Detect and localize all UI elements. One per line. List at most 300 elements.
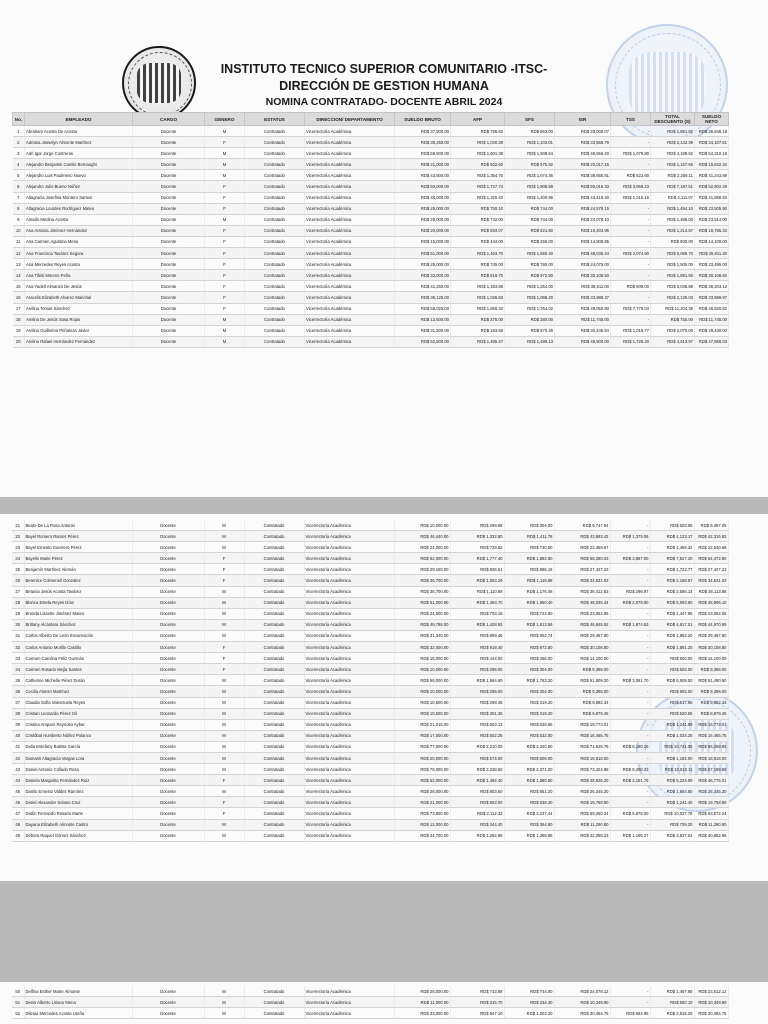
- genero-cell: F: [205, 281, 245, 292]
- employee-name: Alejandro Julio Bueno Núñez: [25, 181, 133, 192]
- sfs-cell: RD$ 1,764.02: [505, 303, 555, 314]
- afp-cell: RD$ 918.70: [451, 270, 505, 281]
- genero-cell: F: [205, 137, 245, 148]
- table-row: [13, 336, 729, 347]
- table-row: [12, 686, 728, 697]
- sueldo-bruto-cell: RD$ 25,000.00: [395, 259, 451, 270]
- total-descuento-cell: RD$ 2,142.39: [651, 137, 695, 148]
- department-cell: Vicerrectoría Académica: [304, 1008, 394, 1019]
- sueldo-neto-cell: RD$ 63,572.24: [694, 808, 728, 819]
- table-row: [12, 986, 728, 997]
- isr-cell: RD$ 58,280.03: [554, 553, 610, 564]
- estatus-cell: Contratado: [244, 653, 304, 664]
- total-descuento-cell: RD$ 1,852.20: [650, 630, 694, 641]
- table-row: [13, 270, 729, 281]
- total-descuento-cell: RD$ 1,654.80: [650, 786, 694, 797]
- total-descuento-cell: RD$ 755.00: [651, 314, 695, 325]
- column-header: No.: [13, 113, 25, 126]
- sueldo-neto-cell: RD$ 9,882.34: [694, 697, 728, 708]
- row-number: 42: [12, 752, 24, 763]
- isr-cell: RD$ 19,758.60: [554, 797, 610, 808]
- afp-cell: RD$ 788.82: [451, 126, 505, 137]
- sueldo-neto-cell: RD$ 67,189.89: [694, 764, 728, 775]
- sueldo-neto-cell: RD$ 9,397.05: [694, 520, 728, 531]
- table-row: [12, 531, 728, 542]
- employee-name: Ana Carmen Agustina Mesa: [25, 236, 133, 247]
- employee-name: Denis Alberto Liriano Mena: [24, 997, 132, 1008]
- genero-cell: F: [205, 303, 245, 314]
- sueldo-neto-cell: RD$ 18,818.00: [694, 752, 728, 763]
- tss-cell: -: [610, 786, 650, 797]
- sueldo-bruto-cell: RD$ 33,000.00: [394, 1008, 450, 1019]
- sfs-cell: RD$ 744.80: [504, 608, 554, 619]
- column-header: SUELDO NETO: [695, 113, 729, 126]
- employee-name: Ana Antonia Jiménez Hernández: [25, 225, 133, 236]
- isr-cell: RD$ 73,424.98: [554, 764, 610, 775]
- department-cell: Vicerrectoría Académica: [304, 741, 394, 752]
- cargo-cell: Docente: [133, 303, 205, 314]
- department-cell: Vicerrectoría Académica: [304, 708, 394, 719]
- table-row: [13, 214, 729, 225]
- sfs-cell: RD$ 319.20: [504, 708, 554, 719]
- total-descuento-cell: RD$ 602.00: [650, 664, 694, 675]
- sueldo-bruto-cell: RD$ 44,700.00: [394, 830, 450, 841]
- table-row: [13, 192, 729, 203]
- sfs-cell: RD$ 1,115.68: [504, 575, 554, 586]
- sfs-cell: RD$ 744.00: [504, 986, 554, 997]
- sueldo-bruto-cell: RD$ 21,000.00: [395, 159, 451, 170]
- sueldo-neto-cell: RD$ 41,888.93: [695, 192, 729, 203]
- isr-cell: RD$ 36,412.83: [554, 586, 610, 597]
- department-cell: Vicerrectoría Académica: [304, 686, 394, 697]
- sueldo-neto-cell: RD$ 19,842.34: [695, 159, 729, 170]
- cargo-cell: Docente: [132, 575, 204, 586]
- genero-cell: F: [205, 203, 245, 214]
- sfs-cell: RD$ 608.00: [504, 752, 554, 763]
- employee-name: Delfina Esther Marte Almonte: [24, 986, 132, 997]
- department-cell: Vicerrectoría Académica: [305, 336, 395, 347]
- sueldo-neto-cell: RD$ 54,310.18: [695, 148, 729, 159]
- afp-cell: RD$ 1,110.69: [450, 586, 504, 597]
- department-cell: Vicerrectoría Académica: [305, 192, 395, 203]
- cargo-cell: Docente: [132, 531, 204, 542]
- isr-cell: RD$ 71,628.75: [554, 741, 610, 752]
- sueldo-neto-cell: RD$ 9,398.00: [694, 664, 728, 675]
- isr-cell: RD$ 30,484.75: [554, 1008, 610, 1019]
- estatus-cell: Contratado: [244, 730, 304, 741]
- sfs-cell: RD$ 1,003.20: [504, 1008, 554, 1019]
- sueldo-neto-cell: RD$ 27,427.23: [694, 564, 728, 575]
- afp-cell: RD$ 728.82: [450, 542, 504, 553]
- sfs-cell: RD$ 1,102.01: [505, 137, 555, 148]
- table-row: [12, 619, 728, 630]
- row-number: 31: [12, 630, 24, 641]
- row-number: 52: [12, 1008, 24, 1019]
- row-number: 34: [12, 664, 24, 675]
- tss-cell: RD$ 7,775.04: [611, 303, 651, 314]
- genero-cell: M: [204, 597, 244, 608]
- afp-cell: RD$ 703.15: [450, 608, 504, 619]
- isr-cell: RD$ 30,108.50: [555, 270, 611, 281]
- table-row: [12, 520, 728, 531]
- isr-cell: RD$ 11,745.00: [555, 314, 611, 325]
- department-cell: Vicerrectoría Académica: [305, 148, 395, 159]
- total-descuento-cell: RD$ 1,487.88: [650, 986, 694, 997]
- row-number: 37: [12, 697, 24, 708]
- table-row: [12, 830, 728, 841]
- isr-cell: RD$ 20,017.15: [555, 159, 611, 170]
- column-header: TSS: [611, 113, 651, 126]
- sueldo-bruto-cell: RD$ 15,000.00: [395, 236, 451, 247]
- sfs-cell: RD$ 1,098.20: [505, 292, 555, 303]
- employee-name: Betania Jesús Acosta Tavárez: [24, 586, 132, 597]
- sfs-cell: RD$ 1,486.13: [505, 336, 555, 347]
- afp-cell: RD$ 1,463.70: [450, 597, 504, 608]
- sueldo-neto-cell: RD$ 47,880.03: [695, 336, 729, 347]
- sueldo-bruto-cell: RD$ 36,250.00: [395, 137, 451, 148]
- sfs-cell: RD$ 334.40: [504, 997, 554, 1008]
- estatus-cell: Contratado: [245, 314, 305, 325]
- table-row: [13, 170, 729, 181]
- isr-cell: RD$ 9,882.34: [554, 697, 610, 708]
- row-number: 23: [12, 542, 24, 553]
- tss-cell: -: [610, 819, 650, 830]
- sueldo-neto-cell: RD$ 45,911.30: [695, 248, 729, 259]
- sueldo-bruto-cell: RD$ 15,000.00: [394, 653, 450, 664]
- table-row: [13, 303, 729, 314]
- department-cell: Vicerrectoría Académica: [305, 248, 395, 259]
- afp-cell: RD$ 1,492.40: [450, 775, 504, 786]
- isr-cell: RD$ 9,879.45: [554, 708, 610, 719]
- sueldo-bruto-cell: RD$ 78,000.00: [394, 764, 450, 775]
- estatus-cell: Contratado: [245, 214, 305, 225]
- estatus-cell: Contratado: [245, 325, 305, 336]
- table-row: [12, 697, 728, 708]
- isr-cell: RD$ 24,578.15: [555, 203, 611, 214]
- row-number: 51: [12, 997, 24, 1008]
- cargo-cell: Docente: [132, 697, 204, 708]
- estatus-cell: Contratado: [244, 752, 304, 763]
- afp-cell: RD$ 603.13: [450, 719, 504, 730]
- sfs-cell: RD$ 1,882.80: [504, 553, 554, 564]
- tss-cell: -: [610, 642, 650, 653]
- sueldo-neto-cell: RD$ 26,345.20: [694, 786, 728, 797]
- row-number: 9: [13, 214, 25, 225]
- sfs-cell: RD$ 863.00: [505, 126, 555, 137]
- genero-cell: M: [204, 819, 244, 830]
- column-header: GENERO: [205, 113, 245, 126]
- employee-name: Altagracia Josefina Montero Santos: [25, 192, 133, 203]
- cargo-cell: Docente: [132, 675, 204, 686]
- sfs-cell: RD$ 1,550.40: [505, 248, 555, 259]
- department-cell: Vicerrectoría Académica: [304, 520, 394, 531]
- table-row: [13, 259, 729, 270]
- sueldo-neto-cell: RD$ 46,820.62: [695, 303, 729, 314]
- employee-name: Cecilia Alonso Martínez: [24, 686, 132, 697]
- sfs-cell: RD$ 851.20: [504, 786, 554, 797]
- afp-cell: RD$ 1,664.60: [450, 675, 504, 686]
- sueldo-neto-cell: RD$ 18,785.33: [695, 225, 729, 236]
- afp-cell: RD$ 301.35: [450, 708, 504, 719]
- sueldo-neto-cell: RD$ 40,862.96: [694, 830, 728, 841]
- row-number: 41: [12, 741, 24, 752]
- department-cell: Vicerrectoría Académica: [304, 730, 394, 741]
- sfs-cell: RD$ 532.00: [504, 730, 554, 741]
- row-number: 38: [12, 708, 24, 719]
- total-descuento-cell: RD$ 2,515.25: [650, 1008, 694, 1019]
- employee-name: Arelino Guillermo Peñaloza Javier: [25, 325, 133, 336]
- department-cell: Vicerrectoría Académica: [305, 126, 395, 137]
- genero-cell: M: [204, 830, 244, 841]
- estatus-cell: Contratado: [245, 336, 305, 347]
- sfs-cell: RD$ 364.80: [504, 819, 554, 830]
- tss-cell: -: [611, 159, 651, 170]
- genero-cell: M: [204, 1008, 244, 1019]
- row-number: 4: [13, 159, 25, 170]
- cargo-cell: Docente: [132, 741, 204, 752]
- employee-name: Adriana Josselyn Almonte Martínez: [25, 137, 133, 148]
- genero-cell: F: [205, 192, 245, 203]
- isr-cell: RD$ 24,078.10: [555, 214, 611, 225]
- afp-cell: RD$ 298.00: [450, 686, 504, 697]
- sfs-cell: RD$ 1,411.78: [504, 531, 554, 542]
- employee-name: Arelina Tomas Sánchez: [25, 303, 133, 314]
- row-number: 8: [13, 203, 25, 214]
- isr-cell: RD$ 27,427.23: [554, 564, 610, 575]
- isr-cell: RD$ 14,808.95: [555, 236, 611, 247]
- total-descuento-cell: RD$ 900.00: [651, 236, 695, 247]
- table-row: [12, 786, 728, 797]
- sfs-cell: RD$ 1,513.56: [504, 619, 554, 630]
- sfs-cell: RD$ 730.50: [504, 542, 554, 553]
- genero-cell: M: [205, 214, 245, 225]
- tss-cell: RD$ 1,079.80: [611, 148, 651, 159]
- genero-cell: M: [205, 148, 245, 159]
- employee-name: Benjamín Martínez Alemán: [24, 564, 132, 575]
- estatus-cell: Contratado: [244, 764, 304, 775]
- table-body: [13, 126, 729, 348]
- estatus-cell: Contratado: [245, 181, 305, 192]
- sfs-cell: RD$ 1,550.40: [504, 597, 554, 608]
- department-cell: Vicerrectoría Académica: [305, 181, 395, 192]
- row-number: 22: [12, 531, 24, 542]
- sueldo-bruto-cell: RD$ 38,700.00: [394, 586, 450, 597]
- sfs-cell: RD$ 744.00: [505, 214, 555, 225]
- isr-cell: RD$ 29,000.07: [555, 126, 611, 137]
- table-row: [12, 564, 728, 575]
- tss-cell: RD$ 564.95: [610, 1008, 650, 1019]
- afp-cell: RD$ 603.00: [450, 797, 504, 808]
- sueldo-neto-cell: RD$ 14,100.00: [695, 236, 729, 247]
- sueldo-bruto-cell: RD$ 28,000.00: [394, 786, 450, 797]
- payroll-page-1: [0, 0, 768, 497]
- payroll-table-1: [12, 112, 729, 348]
- sueldo-bruto-cell: RD$ 32,000.00: [394, 642, 450, 653]
- genero-cell: F: [205, 292, 245, 303]
- sueldo-neto-cell: RD$ 11,745.00: [695, 314, 729, 325]
- afp-cell: RD$ 593.07: [451, 225, 505, 236]
- tss-cell: -: [611, 214, 651, 225]
- total-descuento-cell: RD$ 1,722.77: [650, 564, 694, 575]
- afp-cell: RD$ 1,354.75: [451, 170, 505, 181]
- tss-cell: RD$ 609.00: [611, 281, 651, 292]
- genero-cell: F: [204, 575, 244, 586]
- department-cell: Vicerrectoría Académica: [304, 619, 394, 630]
- sfs-cell: RD$ 1,074.36: [505, 170, 555, 181]
- afp-cell: RD$ 375.00: [451, 314, 505, 325]
- employee-name: Amado Medina Acosta: [25, 214, 133, 225]
- tss-cell: -: [611, 137, 651, 148]
- table-row: [13, 159, 729, 170]
- row-number: 24: [12, 553, 24, 564]
- payroll-table-3: [12, 986, 729, 1019]
- afp-cell: RD$ 836.61: [450, 564, 504, 575]
- sfs-cell: RD$ 1,358.88: [504, 830, 554, 841]
- total-descuento-cell: RD$ 10,027.76: [650, 808, 694, 819]
- cargo-cell: Docente: [133, 248, 205, 259]
- estatus-cell: Contratado: [244, 575, 304, 586]
- sueldo-bruto-cell: RD$ 20,000.00: [394, 752, 450, 763]
- genero-cell: F: [205, 259, 245, 270]
- tss-cell: RD$ 6,190.25: [610, 741, 650, 752]
- sueldo-neto-cell: RD$ 44,970.99: [694, 619, 728, 630]
- isr-cell: RD$ 9,398.00: [554, 686, 610, 697]
- total-descuento-cell: RD$ 900.00: [650, 653, 694, 664]
- sueldo-bruto-cell: RD$ 62,000.00: [394, 553, 450, 564]
- employee-name: Alejandro Benjamin Camilo Bernaughi: [25, 159, 133, 170]
- department-cell: Vicerrectoría Académica: [304, 808, 394, 819]
- row-number: 29: [12, 608, 24, 619]
- sfs-cell: RD$ 886.16: [504, 564, 554, 575]
- row-number: 17: [13, 303, 25, 314]
- isr-cell: RD$ 34,531.03: [554, 575, 610, 586]
- table-row: [13, 148, 729, 159]
- isr-cell: RD$ 48,556.40: [555, 148, 611, 159]
- department-cell: Vicerrectoría Académica: [304, 608, 394, 619]
- employee-name: Ana Francisca Tavárez Segura: [25, 248, 133, 259]
- sueldo-neto-cell: RD$ 14,100.00: [694, 653, 728, 664]
- employee-name: Alejandro Luis Paulmeno Nuevo: [25, 170, 133, 181]
- total-descuento-cell: RD$ 602.95: [650, 520, 694, 531]
- column-header: ISR: [555, 113, 611, 126]
- estatus-cell: Contratado: [244, 741, 304, 752]
- tss-cell: -: [611, 203, 651, 214]
- table-row: [12, 553, 728, 564]
- tss-cell: -: [610, 730, 650, 741]
- employee-name: Altagracia Lourdes Rodríguez Mateo: [25, 203, 133, 214]
- sueldo-neto-cell: RD$ 10,349.90: [694, 997, 728, 1008]
- afp-cell: RD$ 298.95: [450, 520, 504, 531]
- employee-name: Brenda Lissette Jiménez Mateo: [24, 608, 132, 619]
- employee-name: Carlos Antonio Morillo Castillo: [24, 642, 132, 653]
- total-descuento-cell: RD$ 5,088.70: [651, 248, 695, 259]
- table-row: [12, 642, 728, 653]
- cargo-cell: Docente: [132, 1008, 204, 1019]
- sueldo-bruto-cell: RD$ 36,125.00: [395, 292, 451, 303]
- genero-cell: M: [204, 764, 244, 775]
- row-number: 15: [13, 281, 25, 292]
- department-cell: Vicerrectoría Académica: [305, 314, 395, 325]
- estatus-cell: Contratado: [244, 1008, 304, 1019]
- row-number: 50: [12, 986, 24, 997]
- total-descuento-cell: RD$ 4,817.01: [650, 619, 694, 630]
- department-cell: Vicerrectoría Académica: [305, 225, 395, 236]
- sueldo-bruto-cell: RD$ 12,500.00: [395, 314, 451, 325]
- estatus-cell: Contratado: [244, 708, 304, 719]
- tss-cell: RD$ 3,867.00: [610, 553, 650, 564]
- sueldo-neto-cell: RD$ 38,203.12: [695, 281, 729, 292]
- total-descuento-cell: RD$ 1,182.00: [650, 752, 694, 763]
- department-cell: Vicerrectoría Académica: [304, 664, 394, 675]
- estatus-cell: Contratado: [244, 520, 304, 531]
- sueldo-neto-cell: RD$ 54,472.80: [694, 553, 728, 564]
- row-number: 39: [12, 719, 24, 730]
- column-header: ESTATUS: [245, 113, 305, 126]
- table-row: [12, 575, 728, 586]
- genero-cell: F: [204, 664, 244, 675]
- cargo-cell: Docente: [133, 336, 205, 347]
- sfs-cell: RD$ 638.86: [504, 719, 554, 730]
- employee-name: Bayel Ernesto Guerrero Pérez: [24, 542, 132, 553]
- cargo-cell: Docente: [132, 553, 204, 564]
- genero-cell: M: [204, 741, 244, 752]
- sueldo-bruto-cell: RD$ 24,500.00: [394, 608, 450, 619]
- table-row: [12, 608, 728, 619]
- afp-cell: RD$ 899.46: [450, 630, 504, 641]
- isr-cell: RD$ 18,818.00: [554, 752, 610, 763]
- sueldo-bruto-cell: RD$ 12,000.00: [394, 819, 450, 830]
- tss-cell: -: [610, 653, 650, 664]
- genero-cell: M: [205, 159, 245, 170]
- sueldo-neto-cell: RD$ 30,484.75: [694, 1008, 728, 1019]
- estatus-cell: Contratado: [244, 553, 304, 564]
- afp-cell: RD$ 1,040.38: [451, 137, 505, 148]
- estatus-cell: Contratado: [244, 686, 304, 697]
- sueldo-bruto-cell: RD$ 52,500.00: [395, 336, 451, 347]
- afp-cell: RD$ 1,320.40: [451, 192, 505, 203]
- department-cell: Vicerrectoría Académica: [305, 292, 395, 303]
- cargo-cell: Docente: [133, 236, 205, 247]
- isr-cell: RD$ 48,800.00: [555, 336, 611, 347]
- afp-cell: RD$ 1,183.88: [451, 281, 505, 292]
- sueldo-bruto-cell: RD$ 25,000.00: [395, 214, 451, 225]
- row-number: 44: [12, 775, 24, 786]
- cargo-cell: Docente: [133, 270, 205, 281]
- genero-cell: F: [204, 775, 244, 786]
- sfs-cell: RD$ 870.48: [505, 325, 555, 336]
- sueldo-bruto-cell: RD$ 10,500.00: [394, 697, 450, 708]
- total-descuento-cell: RD$ 709.20: [650, 819, 694, 830]
- sueldo-bruto-cell: RD$ 58,500.00: [395, 148, 451, 159]
- department-cell: Vicerrectoría Académica: [304, 697, 394, 708]
- genero-cell: M: [204, 531, 244, 542]
- sfs-cell: RD$ 1,508.64: [505, 148, 555, 159]
- cargo-cell: Docente: [132, 997, 204, 1008]
- row-number: 7: [13, 192, 25, 203]
- employee-name: Darlin Fernando Rosario Marte: [24, 808, 132, 819]
- sueldo-bruto-cell: RD$ 36,700.00: [394, 575, 450, 586]
- isr-cell: RD$ 9,398.00: [554, 664, 610, 675]
- cargo-cell: Docente: [132, 586, 204, 597]
- sueldo-neto-cell: RD$ 23,052.05: [694, 608, 728, 619]
- genero-cell: F: [204, 642, 244, 653]
- estatus-cell: Contratado: [245, 225, 305, 236]
- tss-cell: -: [611, 314, 651, 325]
- department-cell: Vicerrectoría Académica: [304, 630, 394, 641]
- afp-cell: RD$ 444.00: [450, 653, 504, 664]
- department-cell: Vicerrectoría Académica: [305, 170, 395, 181]
- cargo-cell: Docente: [133, 126, 205, 137]
